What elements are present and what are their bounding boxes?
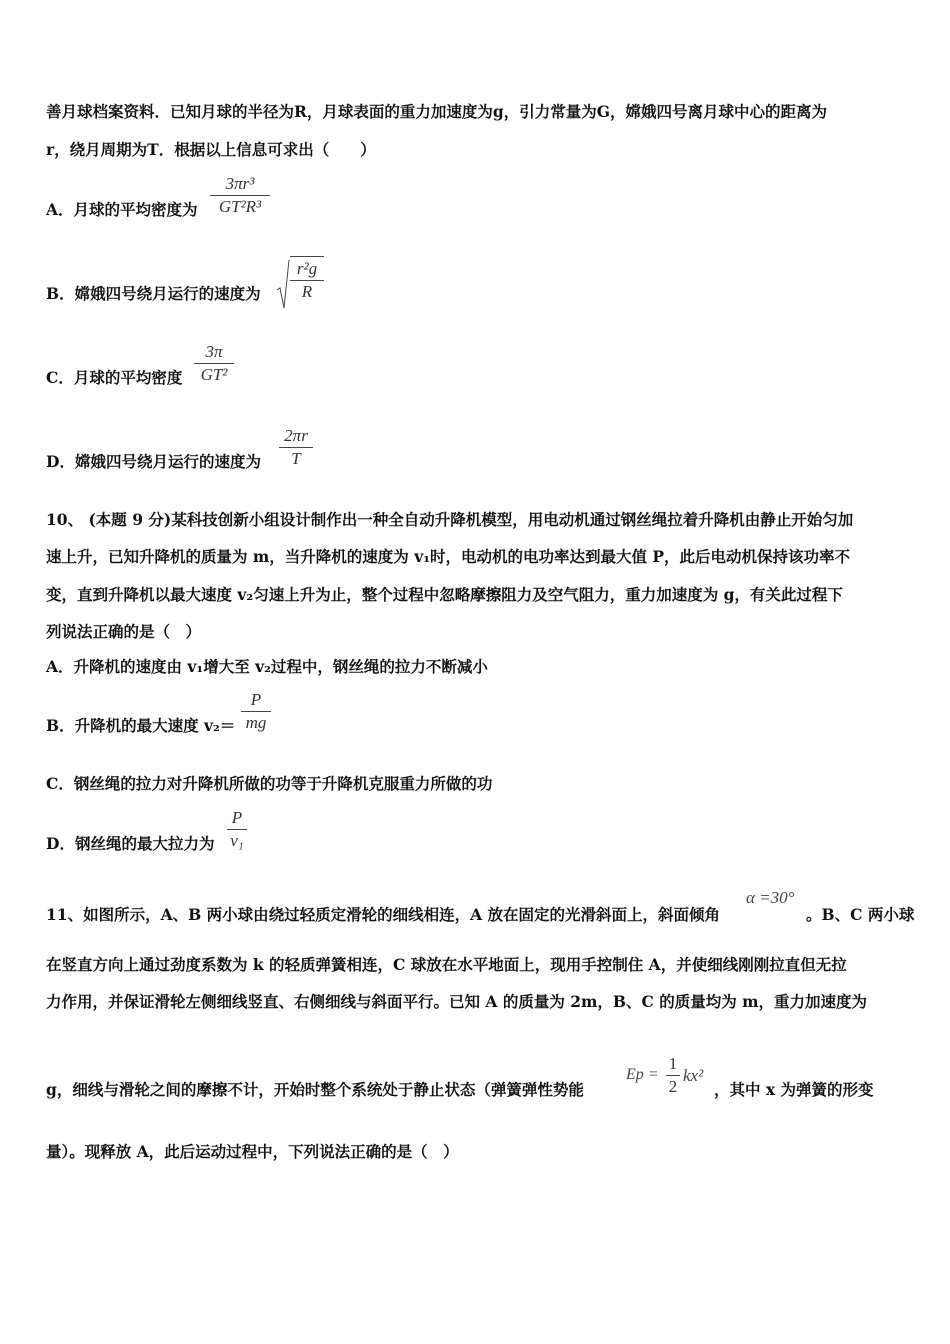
q10-d-denominator: v₁: [230, 831, 244, 850]
q10-stem-line2: 速上升，已知升降机的质量为 m，当升降机的速度为 v₁时，电动机的电功率达到最大值 P，此后电动机保持该功率不: [46, 547, 851, 566]
q9-option-c-formula: [194, 342, 234, 385]
q9-b-denominator: R: [301, 282, 313, 301]
q10-b-numerator: P: [250, 690, 262, 709]
q9-a-numerator: 3πr³: [225, 174, 255, 193]
sqrt-sign-icon: [276, 258, 290, 310]
q10-option-b-formula: [241, 690, 271, 733]
q9-option-a: A．月球的平均密度为: [46, 200, 198, 219]
q9-option-d-formula: [279, 426, 313, 469]
q11-fraction-numerator: 1: [668, 1054, 678, 1073]
q11-energy-rhs: kx²: [683, 1066, 704, 1085]
q11-energy-lhs: Ep =: [626, 1066, 659, 1083]
q9-a-denominator: GT²R³: [218, 197, 262, 216]
q9-c-denominator: GT²: [200, 365, 228, 384]
q9-d-denominator: T: [291, 449, 301, 468]
q10-option-a: A．升降机的速度由 v₁增大至 v₂过程中，钢丝绳的拉力不断减小: [46, 657, 488, 676]
q9-option-b-formula: [276, 256, 324, 302]
q9-b-numerator: r²g: [296, 259, 318, 278]
q11-stem-line4a: g，细线与滑轮之间的摩擦不计，开始时整个系统处于静止状态（弹簧弹性势能: [46, 1080, 584, 1099]
q11-stem-line2: 在竖直方向上通过劲度系数为 k 的轻质弹簧相连，C 球放在水平地面上，现用手控制住 A，并使细线刚刚拉直但无拉: [46, 955, 847, 974]
q10-stem-line3: 变，直到升降机以最大速度 v₂匀速上升为止，整个过程中忽略摩擦阻力及空气阻力，重力加速度为 g，有关此过程下: [46, 585, 843, 604]
q9-stem-line2: r，绕月周期为T．根据以上信息可求出（ ）: [46, 140, 376, 159]
q10-d-numerator: P: [231, 808, 243, 827]
q11-fraction-denominator: 2: [668, 1077, 678, 1096]
q9-stem-line1: 善月球档案资料．已知月球的半径为R，月球表面的重力加速度为g，引力常量为G，嫦娥四号离月球中心的距离为: [46, 102, 827, 121]
q11-stem-line1a: 11、如图所示，A、B 两小球由绕过轻质定滑轮的细线相连，A 放在固定的光滑斜面上，斜面倾角: [46, 905, 721, 924]
q11-energy-fraction: [666, 1054, 680, 1097]
q9-c-numerator: 3π: [205, 342, 223, 361]
q9-option-d: D．嫦娥四号绕月运行的速度为: [46, 452, 261, 471]
q11-stem-line3: 力作用，并保证滑轮左侧细线竖直、右侧细线与斜面平行。已知 A 的质量为 2m，B、C 的质量均为 m，重力加速度为: [46, 992, 868, 1011]
q11-stem-line5: 量）。现释放 A，此后运动过程中，下列说法正确的是（ ）: [46, 1142, 459, 1161]
q10-option-b: B．升降机的最大速度 v₂＝: [46, 716, 236, 735]
q10-option-d: D．钢丝绳的最大拉力为: [46, 834, 215, 853]
q9-d-numerator: 2πr: [284, 426, 308, 445]
q10-option-d-formula: [227, 808, 247, 851]
q11-angle-formula: α =30°: [746, 888, 795, 907]
q10-b-denominator: mg: [245, 713, 267, 732]
q10-stem-line1: 10、 (本题 9 分)某科技创新小组设计制作出一种全自动升降机模型，用电动机通过钢丝绳拉着升降机由静止开始匀加: [46, 510, 854, 529]
q9-option-c: C．月球的平均密度: [46, 368, 183, 387]
q9-option-b: B．嫦娥四号绕月运行的速度为: [46, 284, 261, 303]
q10-stem-line4: 列说法正确的是（ ）: [46, 622, 202, 641]
q10-option-c: C．钢丝绳的拉力对升降机所做的功等于升降机克服重力所做的功: [46, 774, 493, 793]
q9-option-a-formula: [210, 174, 270, 217]
q11-stem-line1b: 。B、C 两小球: [806, 905, 915, 924]
q11-stem-line4b: ，其中 x 为弹簧的形变: [714, 1080, 874, 1099]
